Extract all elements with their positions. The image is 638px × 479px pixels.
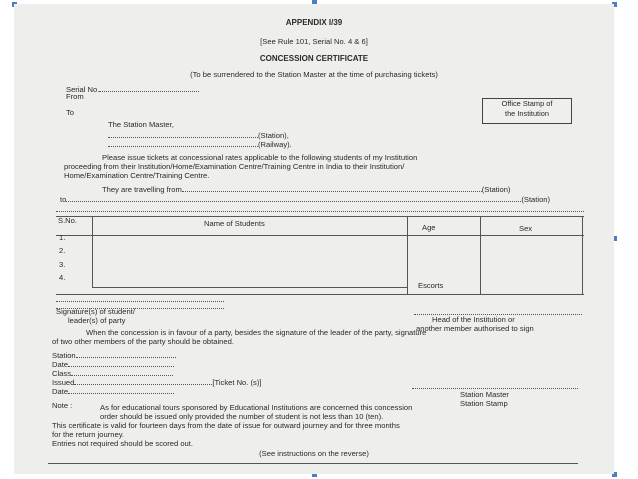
- serial-no-blank: [99, 84, 199, 92]
- serial-no-label: Serial No.: [66, 85, 100, 94]
- station-right-label-2: (Station): [521, 195, 551, 204]
- note-line-3: This certificate is valid for fourteen days from the date of issue for outward journey and for three months: [52, 421, 400, 430]
- to-station-label: to: [60, 195, 67, 204]
- detail-date-2: [52, 386, 174, 397]
- travelling-from-blank: [182, 184, 482, 192]
- head-signature-label-1: Head of the Institution or: [432, 315, 515, 324]
- col-header-sno: S.No.: [58, 216, 77, 225]
- to-station-blank: [66, 194, 521, 202]
- ticket-no-label: [Ticket No. (s)]: [212, 378, 262, 387]
- table-row: 3.: [59, 260, 66, 269]
- detail-class-label: Class: [52, 369, 71, 378]
- detail-issued-blank: [74, 377, 212, 385]
- station-master-label: The Station Master,: [108, 120, 174, 129]
- railway-label: (Railway).: [258, 140, 292, 149]
- station-master-signature-line: [412, 388, 578, 389]
- certificate-subtitle: (To be surrendered to the Station Master at the time of purchasing tickets): [190, 70, 438, 79]
- student-signature-label-1: Signature(s) of student/: [56, 307, 135, 316]
- detail-date2-label: Date: [52, 387, 69, 396]
- table-top-border: [56, 216, 584, 217]
- certificate-title: CONCESSION CERTIFICATE: [259, 54, 369, 63]
- escorts-label: Escorts: [418, 281, 444, 290]
- table-bottom-border: [56, 294, 584, 295]
- footer-rule: [48, 463, 578, 464]
- detail-issued-label: Issued: [52, 378, 75, 387]
- note-line-2: order should be issued only provided the number of student is not less than 10 (ten).: [100, 412, 384, 421]
- separator-dotted: [56, 211, 584, 212]
- table-col-divider-1: [92, 216, 93, 288]
- para1-line2: proceeding from their Institution/Home/Examination Centre/Training Centre in India to their Institution/: [64, 162, 405, 171]
- detail-date-label: Date: [52, 360, 69, 369]
- station-blank: [108, 130, 258, 138]
- student-signature-label-2: leader(s) of party: [68, 316, 126, 325]
- to-label: To: [66, 108, 75, 117]
- station-label: (Station),: [258, 131, 289, 140]
- note-label: Note :: [52, 401, 73, 410]
- concession-certificate-page: [14, 4, 614, 474]
- table-col-divider-2: [407, 216, 408, 294]
- detail-date2-blank: [68, 386, 174, 394]
- head-signature-label-2: another member authorised to sign: [416, 324, 534, 333]
- office-stamp-box: [482, 98, 572, 124]
- stamp-line-2: the Institution: [505, 109, 549, 118]
- col-header-age: Age: [422, 223, 436, 232]
- note-line-4: for the return journey.: [52, 430, 125, 439]
- serial-no-field: [66, 84, 199, 95]
- table-col-divider-3: [480, 216, 481, 294]
- table-row: 1.: [59, 233, 66, 242]
- para1-line1: Please issue tickets at concessional rates applicable to the following students of my Institution: [102, 153, 418, 162]
- station-master-label: Station Master: [460, 390, 509, 399]
- to-station-field: [60, 194, 550, 205]
- from-label: From: [66, 92, 84, 101]
- col-header-name: Name of Students: [204, 219, 265, 228]
- note-line-5: Entries not required should be scored out.: [52, 439, 193, 448]
- station-stamp-label: Station Stamp: [460, 399, 508, 408]
- stamp-line-1: Office Stamp of: [501, 99, 553, 108]
- detail-date-blank: [68, 359, 174, 367]
- table-row: 2.: [59, 246, 66, 255]
- appendix-label: APPENDIX I/39: [285, 18, 343, 27]
- col-header-sex: Sex: [519, 224, 533, 233]
- table-rows-bottom: [92, 287, 408, 288]
- party-line-1: When the concession is in favour of a party, besides the signature of the leader of the party, signature: [86, 328, 427, 337]
- para1-line3: Home/Examination Centre/Training Centre.: [64, 171, 210, 180]
- table-header-rule: [56, 235, 584, 236]
- railway-blank: [108, 139, 258, 147]
- student-signature-line-1: [56, 301, 224, 302]
- travelling-from-label: They are travelling from: [102, 185, 182, 194]
- table-row: 4.: [59, 273, 66, 282]
- station-right-label: (Station): [481, 185, 511, 194]
- party-line-2: of two other members of the party should be obtained.: [52, 337, 234, 346]
- table-col-divider-4: [582, 216, 583, 294]
- reverse-instructions: (See instructions on the reverse): [259, 449, 369, 458]
- note-line-1: As for educational tours sponsored by Educational Institutions are concerned this concession: [100, 403, 413, 412]
- detail-class-blank: [71, 368, 173, 376]
- railway-field: [108, 139, 292, 150]
- detail-station-blank: [76, 350, 176, 358]
- rule-reference: [See Rule 101, Serial No. 4 & 6]: [260, 37, 368, 46]
- detail-station-label: Station: [52, 351, 76, 360]
